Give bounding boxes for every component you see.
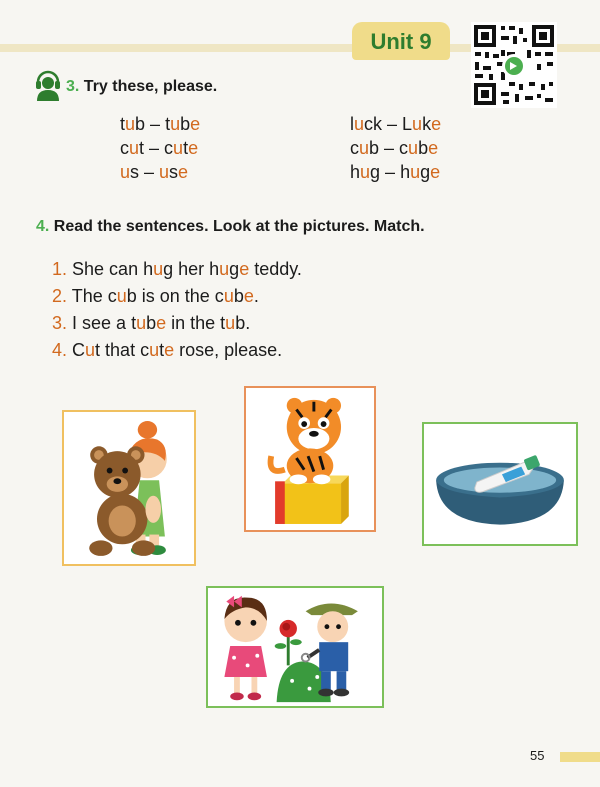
exercise-4-number: 4. xyxy=(36,218,50,235)
page-number: 55 xyxy=(530,748,545,763)
word-pair-left-1: tub – tube xyxy=(120,114,201,134)
picture-tiger-cub-on-cube[interactable] xyxy=(244,386,376,532)
word-pair-left-2: cut – cute xyxy=(120,138,199,158)
picture-children-cutting-rose[interactable] xyxy=(206,586,384,708)
sentence-4: 4. Cut that cute rose, please. xyxy=(52,340,283,360)
qr-code-icon[interactable] xyxy=(471,22,557,108)
exercise-3-heading xyxy=(66,78,217,96)
word-pair-right-3: hug – huge xyxy=(350,162,441,182)
headset-icon xyxy=(34,68,62,102)
picture-tube-in-tub[interactable] xyxy=(422,422,578,546)
word-pair-right-2: cub – cube xyxy=(350,138,439,158)
page-tab xyxy=(560,752,600,762)
exercise-3-number: 3. xyxy=(66,78,80,95)
word-pair-left-3: us – use xyxy=(120,162,189,182)
word-pair-right-1: luck – Luke xyxy=(350,114,442,134)
sentence-3: 3. I see a tube in the tub. xyxy=(52,313,251,333)
exercise-3-title: Try these, please. xyxy=(83,78,218,95)
unit-title: Unit 9 xyxy=(370,29,432,54)
picture-girl-hugging-teddy[interactable] xyxy=(62,410,196,566)
exercise-4-heading xyxy=(36,218,425,236)
exercise-4-title: Read the sentences. Look at the pictures. Match. xyxy=(53,218,425,235)
sentence-1: 1. She can hug her huge teddy. xyxy=(52,259,302,279)
sentence-2: 2. The cub is on the cube. xyxy=(52,286,259,306)
